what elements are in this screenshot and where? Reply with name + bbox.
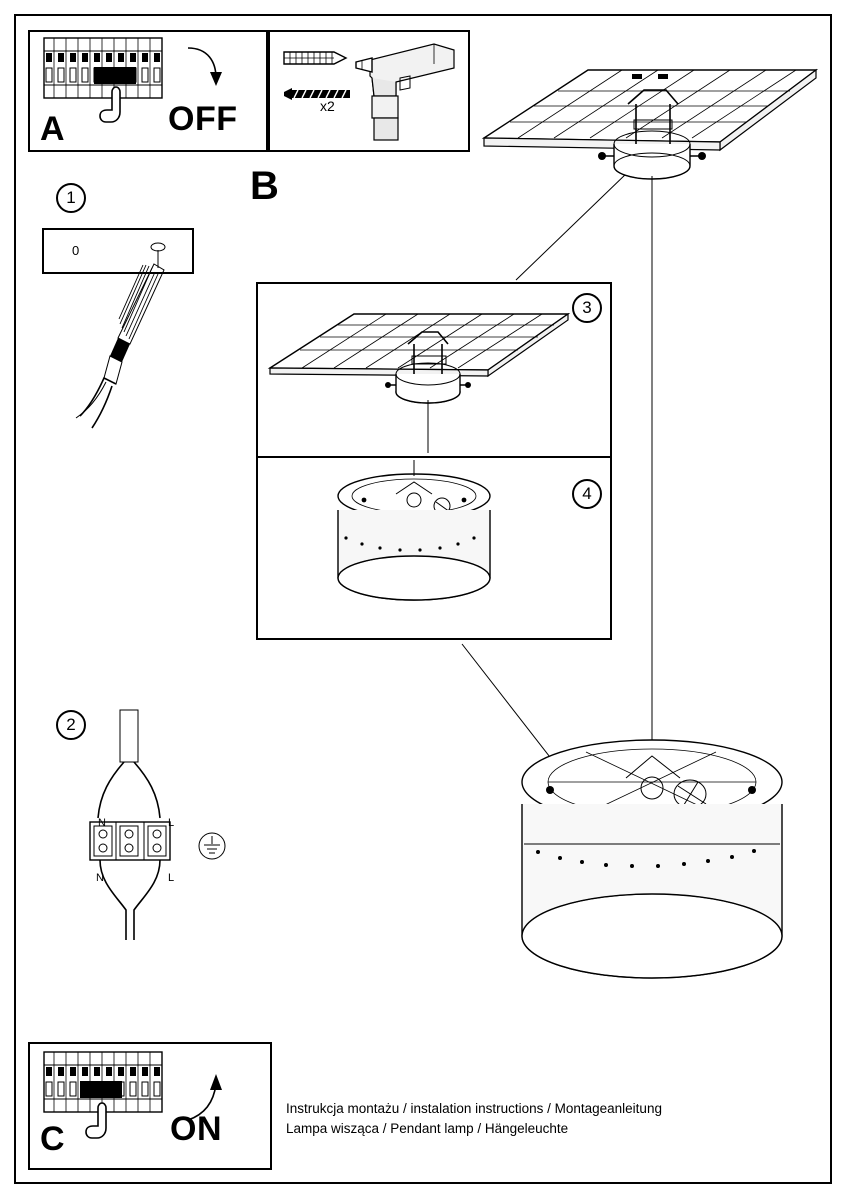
panel-a-letter: A [40, 110, 66, 148]
panel-b-quantity: x2 [320, 98, 335, 114]
main-pendant-lamp-illustration [476, 52, 826, 1012]
panel-c-switch-state: ON [170, 1110, 222, 1148]
step-3-number: 3 [572, 293, 602, 323]
step-4-number: 4 [572, 479, 602, 509]
panel-c-letter: C [40, 1120, 66, 1158]
footer-line-1: Instrukcja montażu / instalation instructions / Montageanleitung [286, 1101, 662, 1116]
step-2-terminal-n-top: N [98, 817, 106, 829]
step-1-meter-value: 0 [72, 243, 80, 258]
panel-a-switch-state: OFF [168, 100, 238, 138]
step-1-number: 1 [56, 183, 86, 213]
panel-b-letter: B [250, 164, 280, 208]
footer-line-2: Lampa wisząca / Pendant lamp / Hängeleuchte [286, 1121, 569, 1136]
step-2-number: 2 [56, 710, 86, 740]
step-2-terminal-n-bottom: N [96, 872, 104, 884]
step-2-terminal-l-bottom: L [168, 872, 175, 884]
step-2-terminal-l-top: L [168, 817, 175, 829]
